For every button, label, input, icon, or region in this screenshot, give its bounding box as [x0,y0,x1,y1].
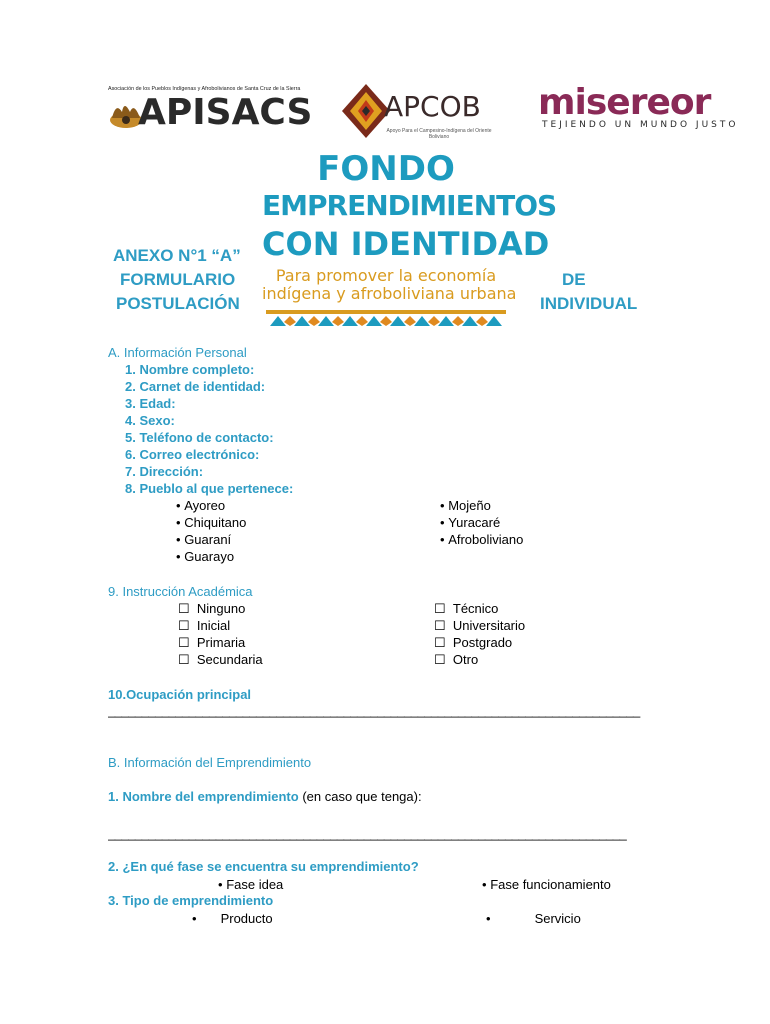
bullet-icon: • [440,532,445,547]
q2-label: 2. ¿En qué fase se encuentra su emprendimiento? [108,859,419,874]
de-title: DE [562,270,586,289]
individual-title: INDIVIDUAL [540,294,638,313]
bullet-icon: • [218,877,223,892]
q1-row [108,788,422,805]
banner-line-2: EMPRENDIMIENTOS [262,189,557,222]
q1-label: 1. Nombre del emprendimiento [108,789,299,804]
anexo-title: ANEXO N°1 “A” [113,246,241,265]
ocupacion-input-line[interactable]: _______________________________________________________________________________ [108,703,640,718]
bullet-icon: • [176,532,181,547]
field-edad: 3. Edad: [125,396,176,411]
field-correo: 6. Correo electrónico: [125,447,260,462]
checkbox-icon[interactable]: ☐ [178,635,190,650]
pueblo-option[interactable] [176,514,246,531]
misereor-wordmark: misereor [538,82,711,123]
checkbox-icon[interactable]: ☐ [434,601,446,616]
option-label: Fase funcionamiento [490,877,611,892]
pueblo-option[interactable] [176,548,246,565]
formulario-title: FORMULARIO [120,270,236,289]
pueblos-right-list [440,497,523,548]
checkbox-label: Técnico [452,601,499,616]
instruccion-checkbox[interactable] [178,617,263,634]
instruccion-checkbox[interactable] [434,600,525,617]
checkbox-icon[interactable]: ☐ [434,635,446,650]
checkbox-icon[interactable]: ☐ [178,652,190,667]
bullet-icon: • [176,515,181,530]
instruccion-checkbox[interactable] [178,651,263,668]
bullet-icon: • [176,549,181,564]
apcob-wordmark: APCOB [384,90,481,123]
field-carnet: 2. Carnet de identidad: [125,379,266,394]
apisacs-caption: Asociación de los Pueblos Indígenas y Afrobolivianos de Santa Cruz de la Sierra [108,86,301,92]
checkbox-icon[interactable]: ☐ [178,618,190,633]
field-sexo: 4. Sexo: [125,413,175,428]
q2-option-idea[interactable] [218,876,283,893]
pueblo-option[interactable] [440,497,523,514]
pueblo-label: Ayoreo [184,498,226,513]
bullet-icon: • [482,877,487,892]
pueblo-label: Yuracaré [448,515,501,530]
apisacs-logo [108,86,313,133]
pattern-border-icon [266,308,506,328]
q3-option-servicio[interactable] [486,910,581,927]
bullet-icon: • [192,911,197,926]
checkbox-icon[interactable]: ☐ [434,652,446,667]
section-a-title: A. Información Personal [108,345,247,360]
bullet-icon: • [486,911,491,926]
instruccion-checkbox[interactable] [178,600,263,617]
pueblo-label: Guarayo [184,549,235,564]
checkbox-label: Universitario [452,618,526,633]
instruccion-left-list [178,600,263,668]
instruccion-checkbox[interactable] [434,651,525,668]
bullet-icon: • [176,498,181,513]
instruccion-title: 9. Instrucción Académica [108,584,253,599]
banner-line-3: CON IDENTIDAD [262,225,550,263]
ocupacion-title: 10.Ocupación principal [108,687,252,702]
checkbox-label: Postgrado [452,635,513,650]
q2-option-funcionamiento[interactable] [482,876,611,893]
checkbox-label: Inicial [196,618,231,633]
instruccion-checkbox[interactable] [434,634,525,651]
pueblos-left-list [176,497,246,565]
q3-option-producto[interactable] [192,910,273,927]
banner-subtitle-2: indígena y afroboliviana urbana [262,284,517,303]
bullet-icon: • [440,498,445,513]
personal-fields [125,361,293,497]
field-telefono: 5. Teléfono de contacto: [125,430,274,445]
option-label: Producto [220,911,273,926]
field-direccion: 7. Dirección: [125,464,204,479]
field-nombre: 1. Nombre completo: [125,362,255,377]
pueblo-option[interactable] [440,531,523,548]
checkbox-label: Primaria [196,635,246,650]
pueblo-option[interactable] [176,497,246,514]
apcob-caption: Apoyo Para el Campesino-Indígena del Oriente Boliviano [386,128,492,140]
checkbox-label: Ninguno [196,601,246,616]
checkbox-icon[interactable]: ☐ [434,618,446,633]
emprendimiento-input-line[interactable]: _____________________________________________________________________________ [108,826,627,841]
option-label: Servicio [534,911,581,926]
misereor-logo [538,82,739,134]
option-label: Fase idea [226,877,284,892]
postulacion-title: POSTULACIÓN [116,294,240,313]
pueblo-label: Chiquitano [184,515,247,530]
checkbox-label: Secundaria [196,652,263,667]
field-pueblo: 8. Pueblo al que pertenece: [125,481,294,496]
pueblo-option[interactable] [440,514,523,531]
pueblo-label: Guaraní [184,532,232,547]
checkbox-label: Otro [452,652,479,667]
apcob-logo [340,82,500,144]
pueblo-label: Mojeño [448,498,491,513]
q3-label: 3. Tipo de emprendimiento [108,893,274,908]
bullet-icon: • [440,515,445,530]
fondo-banner [262,149,557,330]
instruccion-right-list [434,600,525,668]
apisacs-wordmark: APISACS [138,92,313,133]
instruccion-checkbox[interactable] [434,617,525,634]
misereor-tagline: TEJIENDO UN MUNDO JUSTO [542,120,739,130]
banner-line-1: FONDO [317,149,455,189]
pueblo-option[interactable] [176,531,246,548]
banner-subtitle-1: Para promover la economía [275,266,497,285]
pueblo-label: Afroboliviano [448,532,524,547]
checkbox-icon[interactable]: ☐ [178,601,190,616]
section-b-title: B. Información del Emprendimiento [108,755,312,770]
q1-note: (en caso que tenga): [302,789,422,804]
instruccion-checkbox[interactable] [178,634,263,651]
